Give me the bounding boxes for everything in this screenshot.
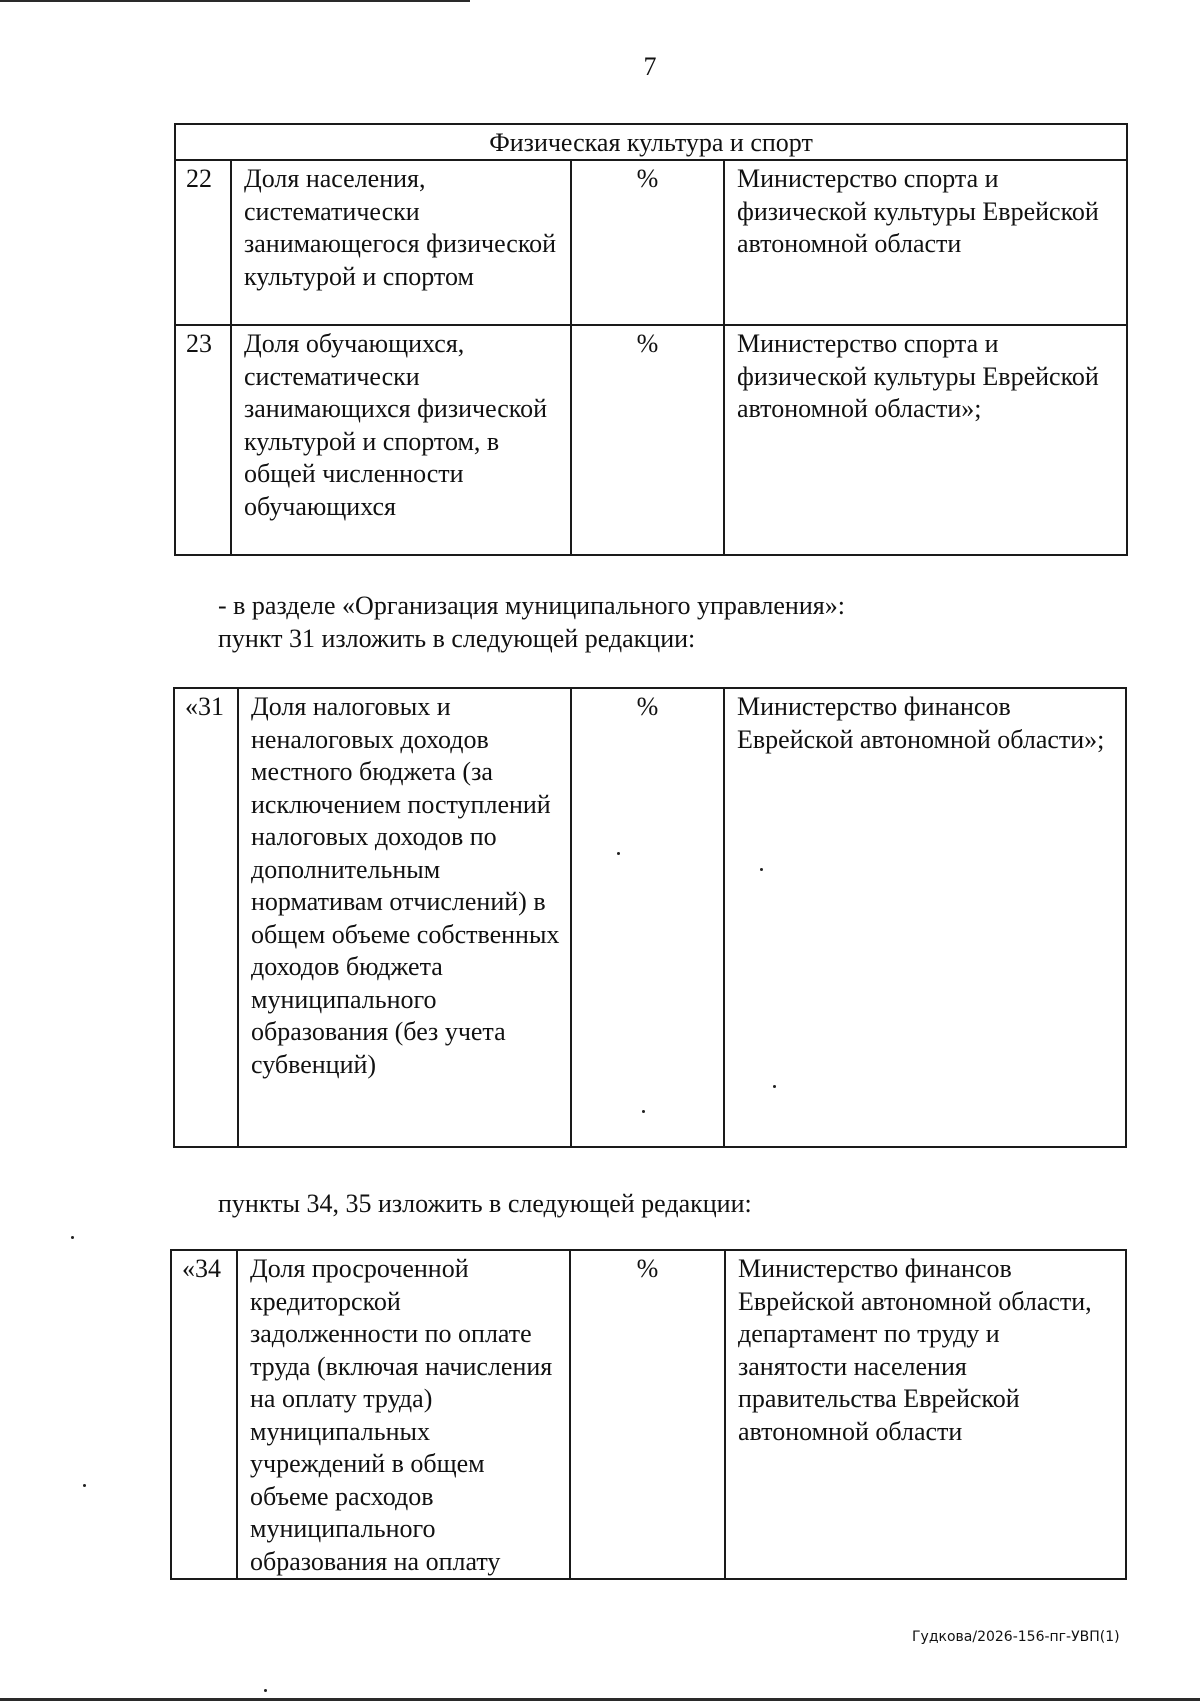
- table-row: [175, 325, 1127, 555]
- responsible-body: Министерство финансов Еврейской автономной области, департамент по труду и занятости населения правительства Еврейской автономной области: [725, 1250, 1126, 1579]
- indicator-name: Доля населения, систематически занимающегося физической культурой и спортом: [231, 160, 571, 325]
- row-number: 22: [175, 160, 231, 325]
- unit-of-measure: %: [571, 160, 724, 325]
- row-number: 23: [175, 325, 231, 555]
- responsible-body: Министерство спорта и физической культуры Еврейской автономной области»;: [724, 325, 1127, 555]
- table-row: [175, 160, 1127, 325]
- indicator-name: Доля обучающихся, систематически занимающихся физической культурой и спортом, в общей численности обучающихся: [231, 325, 571, 555]
- scan-edge-top: [0, 0, 470, 2]
- page-number: 7: [643, 52, 657, 81]
- scan-speck: [642, 1110, 645, 1113]
- document-footer-code: Гудкова/2026-156-пг-УВП(1): [912, 1629, 1120, 1645]
- unit-of-measure: %: [570, 1250, 725, 1579]
- table-row: [171, 1250, 1126, 1579]
- indicator-name: Доля просроченной кредиторской задолженности по оплате труда (включая начисления на оплату труда) муниципальных учреждений в общем объеме расходов муниципального образования на оплату: [237, 1250, 570, 1579]
- scan-speck: [71, 1236, 74, 1239]
- responsible-body: Министерство спорта и физической культуры Еврейской автономной области: [724, 160, 1127, 325]
- scan-speck: [83, 1484, 86, 1487]
- section-reference: - в разделе «Организация муниципального управления»:: [218, 591, 845, 620]
- indicators-table-sport: [174, 123, 1128, 556]
- instruction-paragraph-31: [218, 589, 845, 655]
- section-title: Физическая культура и спорт: [175, 124, 1127, 160]
- responsible-body: Министерство финансов Еврейской автономной области»;: [724, 688, 1126, 1147]
- amendment-instruction: пункт 31 изложить в следующей редакции:: [218, 624, 696, 653]
- instruction-paragraph-34-35: [218, 1187, 752, 1220]
- indicators-table-item-34: [170, 1249, 1127, 1580]
- scan-edge-bottom: [0, 1698, 1200, 1701]
- indicators-table-item-31: [173, 687, 1127, 1148]
- indicator-name: Доля налоговых и неналоговых доходов местного бюджета (за исключением поступлений налоговых доходов по дополнительным нормативам отчислений) в общем объеме собственных доходов бюджета муниципального образования (без учета субвенций): [238, 688, 571, 1147]
- section-header-row: [175, 124, 1127, 160]
- scan-speck: [264, 1689, 267, 1692]
- amendment-instruction: пункты 34, 35 изложить в следующей редакции:: [218, 1189, 752, 1218]
- unit-of-measure: %: [571, 325, 724, 555]
- scan-speck: [617, 852, 620, 855]
- row-number: «34: [171, 1250, 237, 1579]
- scan-speck: [773, 1085, 776, 1088]
- scan-speck: [760, 868, 763, 871]
- table-row: [174, 688, 1126, 1147]
- row-number: «31: [174, 688, 238, 1147]
- unit-of-measure: %: [571, 688, 724, 1147]
